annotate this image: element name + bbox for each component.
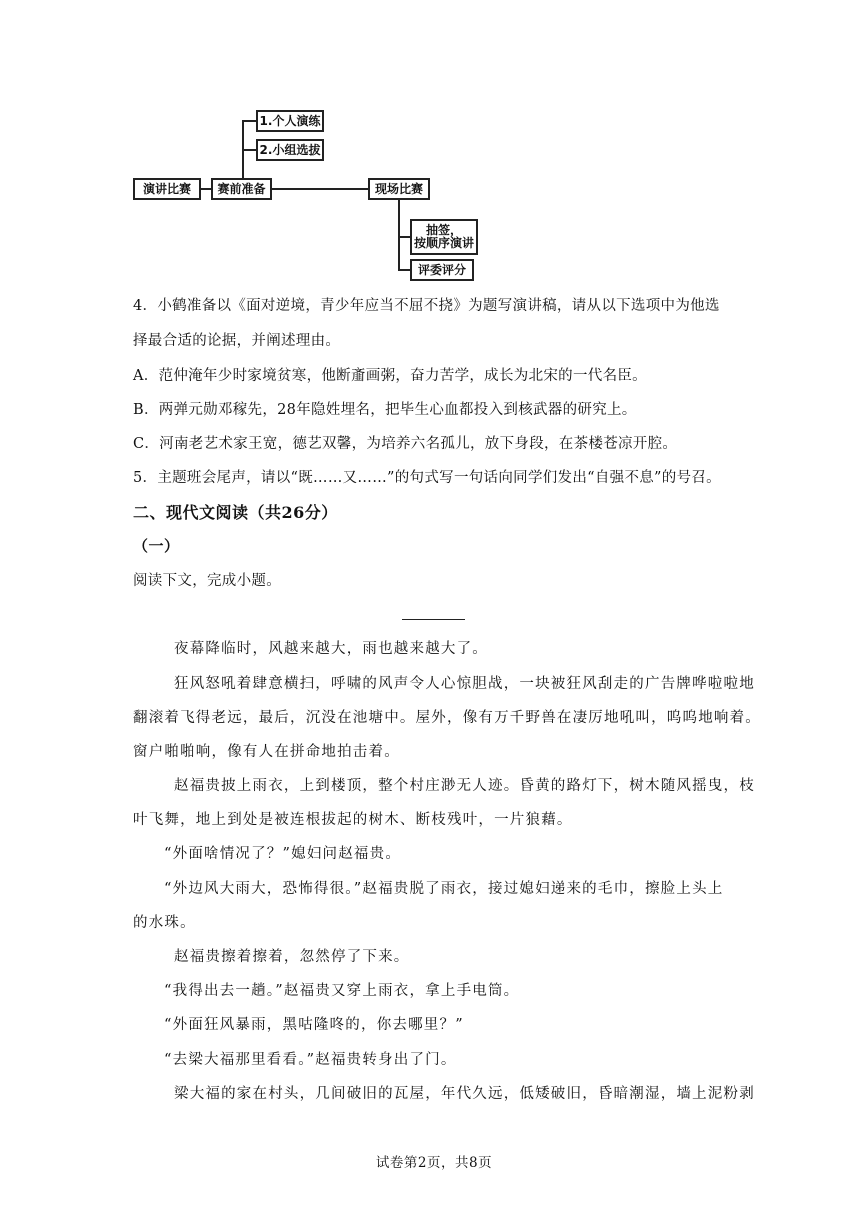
section-subtitle: （一） [133, 537, 180, 555]
passage-paragraph: 夜幕降临时，风越来越大，雨也越来越大了。 [174, 641, 488, 657]
passage-paragraph: 窗户啪啪响，像有人在拼命地拍击着。 [133, 744, 400, 760]
passage-paragraph: “外面狂风暴雨，黑咕隆咚的，你去哪里？” [164, 1017, 464, 1033]
reading-instruction: 阅读下文，完成小题。 [133, 573, 281, 589]
question-5: 5．主题班会尾声，请以“既……又……”的句式写一句话向同学们发出“自强不息”的号召。 [133, 470, 721, 486]
connector-line [201, 188, 211, 190]
section-title: 二、现代文阅读（共26分） [133, 503, 338, 522]
option-c: C．河南老艺术家王宽，德艺双馨，为培养六名孤儿，放下身段，在茶楼苍凉开腔。 [133, 436, 678, 452]
connector-line [242, 149, 256, 151]
diagram-prep-item-1: 1.个人演练 [256, 110, 324, 132]
diagram-prep-node: 赛前准备 [211, 178, 272, 200]
passage-paragraph: “我得出去一趟。”赵福贵又穿上雨衣，拿上手电筒。 [164, 983, 520, 999]
question-4-line-2: 择最合适的论据，并阐述理由。 [133, 333, 341, 349]
diagram-live-item-1: 抽签， 按顺序演讲 [410, 219, 478, 255]
connector-line [242, 120, 256, 122]
connector-line [398, 269, 410, 271]
passage-paragraph: 的水珠。 [133, 915, 196, 931]
passage-paragraph: 赵福贵披上雨衣，上到楼顶，整个村庄渺无人迹。昏黄的路灯下，树木随风摇曳，枝 [174, 778, 755, 794]
connector-line [398, 236, 410, 238]
diagram-prep-item-2: 2.小组选拔 [256, 139, 324, 161]
passage-paragraph: 狂风怒吼着肆意横扫，呼啸的风声令人心惊胆战，一块被狂风刮走的广告牌哗啦啦地 [174, 676, 755, 692]
option-a: A．范仲淹年少时家境贫寒，他断齑画粥，奋力苦学，成长为北宋的一代名臣。 [133, 368, 647, 384]
connector-line [272, 188, 368, 190]
passage-paragraph: 梁大福的家在村头，几间破旧的瓦屋，年代久远，低矮破旧，昏暗潮湿，墙上泥粉剥 [174, 1086, 755, 1102]
diagram-root-node: 演讲比赛 [133, 178, 201, 200]
title-blank-line [402, 619, 465, 620]
question-4-line-1: 4．小鹤准备以《面对逆境，青少年应当不屈不挠》为题写演讲稿，请从以下选项中为他选 [133, 298, 720, 314]
passage-paragraph: 叶飞舞，地上到处是被连根拔起的树木、断枝残叶，一片狼藉。 [133, 812, 573, 828]
passage-paragraph: “去梁大福那里看看。”赵福贵转身出了门。 [164, 1052, 457, 1068]
option-b: B．两弹元勋邓稼先，28年隐姓埋名，把毕生心血都投入到核武器的研究上。 [133, 402, 637, 418]
diagram-live-item-2: 评委评分 [410, 259, 474, 281]
passage-paragraph: “外边风大雨大，恐怖得很。”赵福贵脱了雨衣，接过媳妇递来的毛巾，擦脸上头上 [164, 881, 724, 897]
passage-paragraph: “外面啥情况了？”媳妇问赵福贵。 [164, 846, 402, 862]
passage-paragraph: 翻滚着飞得老远，最后，沉没在池塘中。屋外，像有万千野兽在凄厉地吼叫，呜呜地响着。 [133, 710, 761, 726]
passage-paragraph: 赵福贵擦着擦着，忽然停了下来。 [174, 949, 410, 965]
connector-line [398, 200, 400, 270]
diagram-live-node: 现场比赛 [368, 178, 430, 200]
page-footer: 试卷第2页，共8页 [375, 1155, 493, 1171]
